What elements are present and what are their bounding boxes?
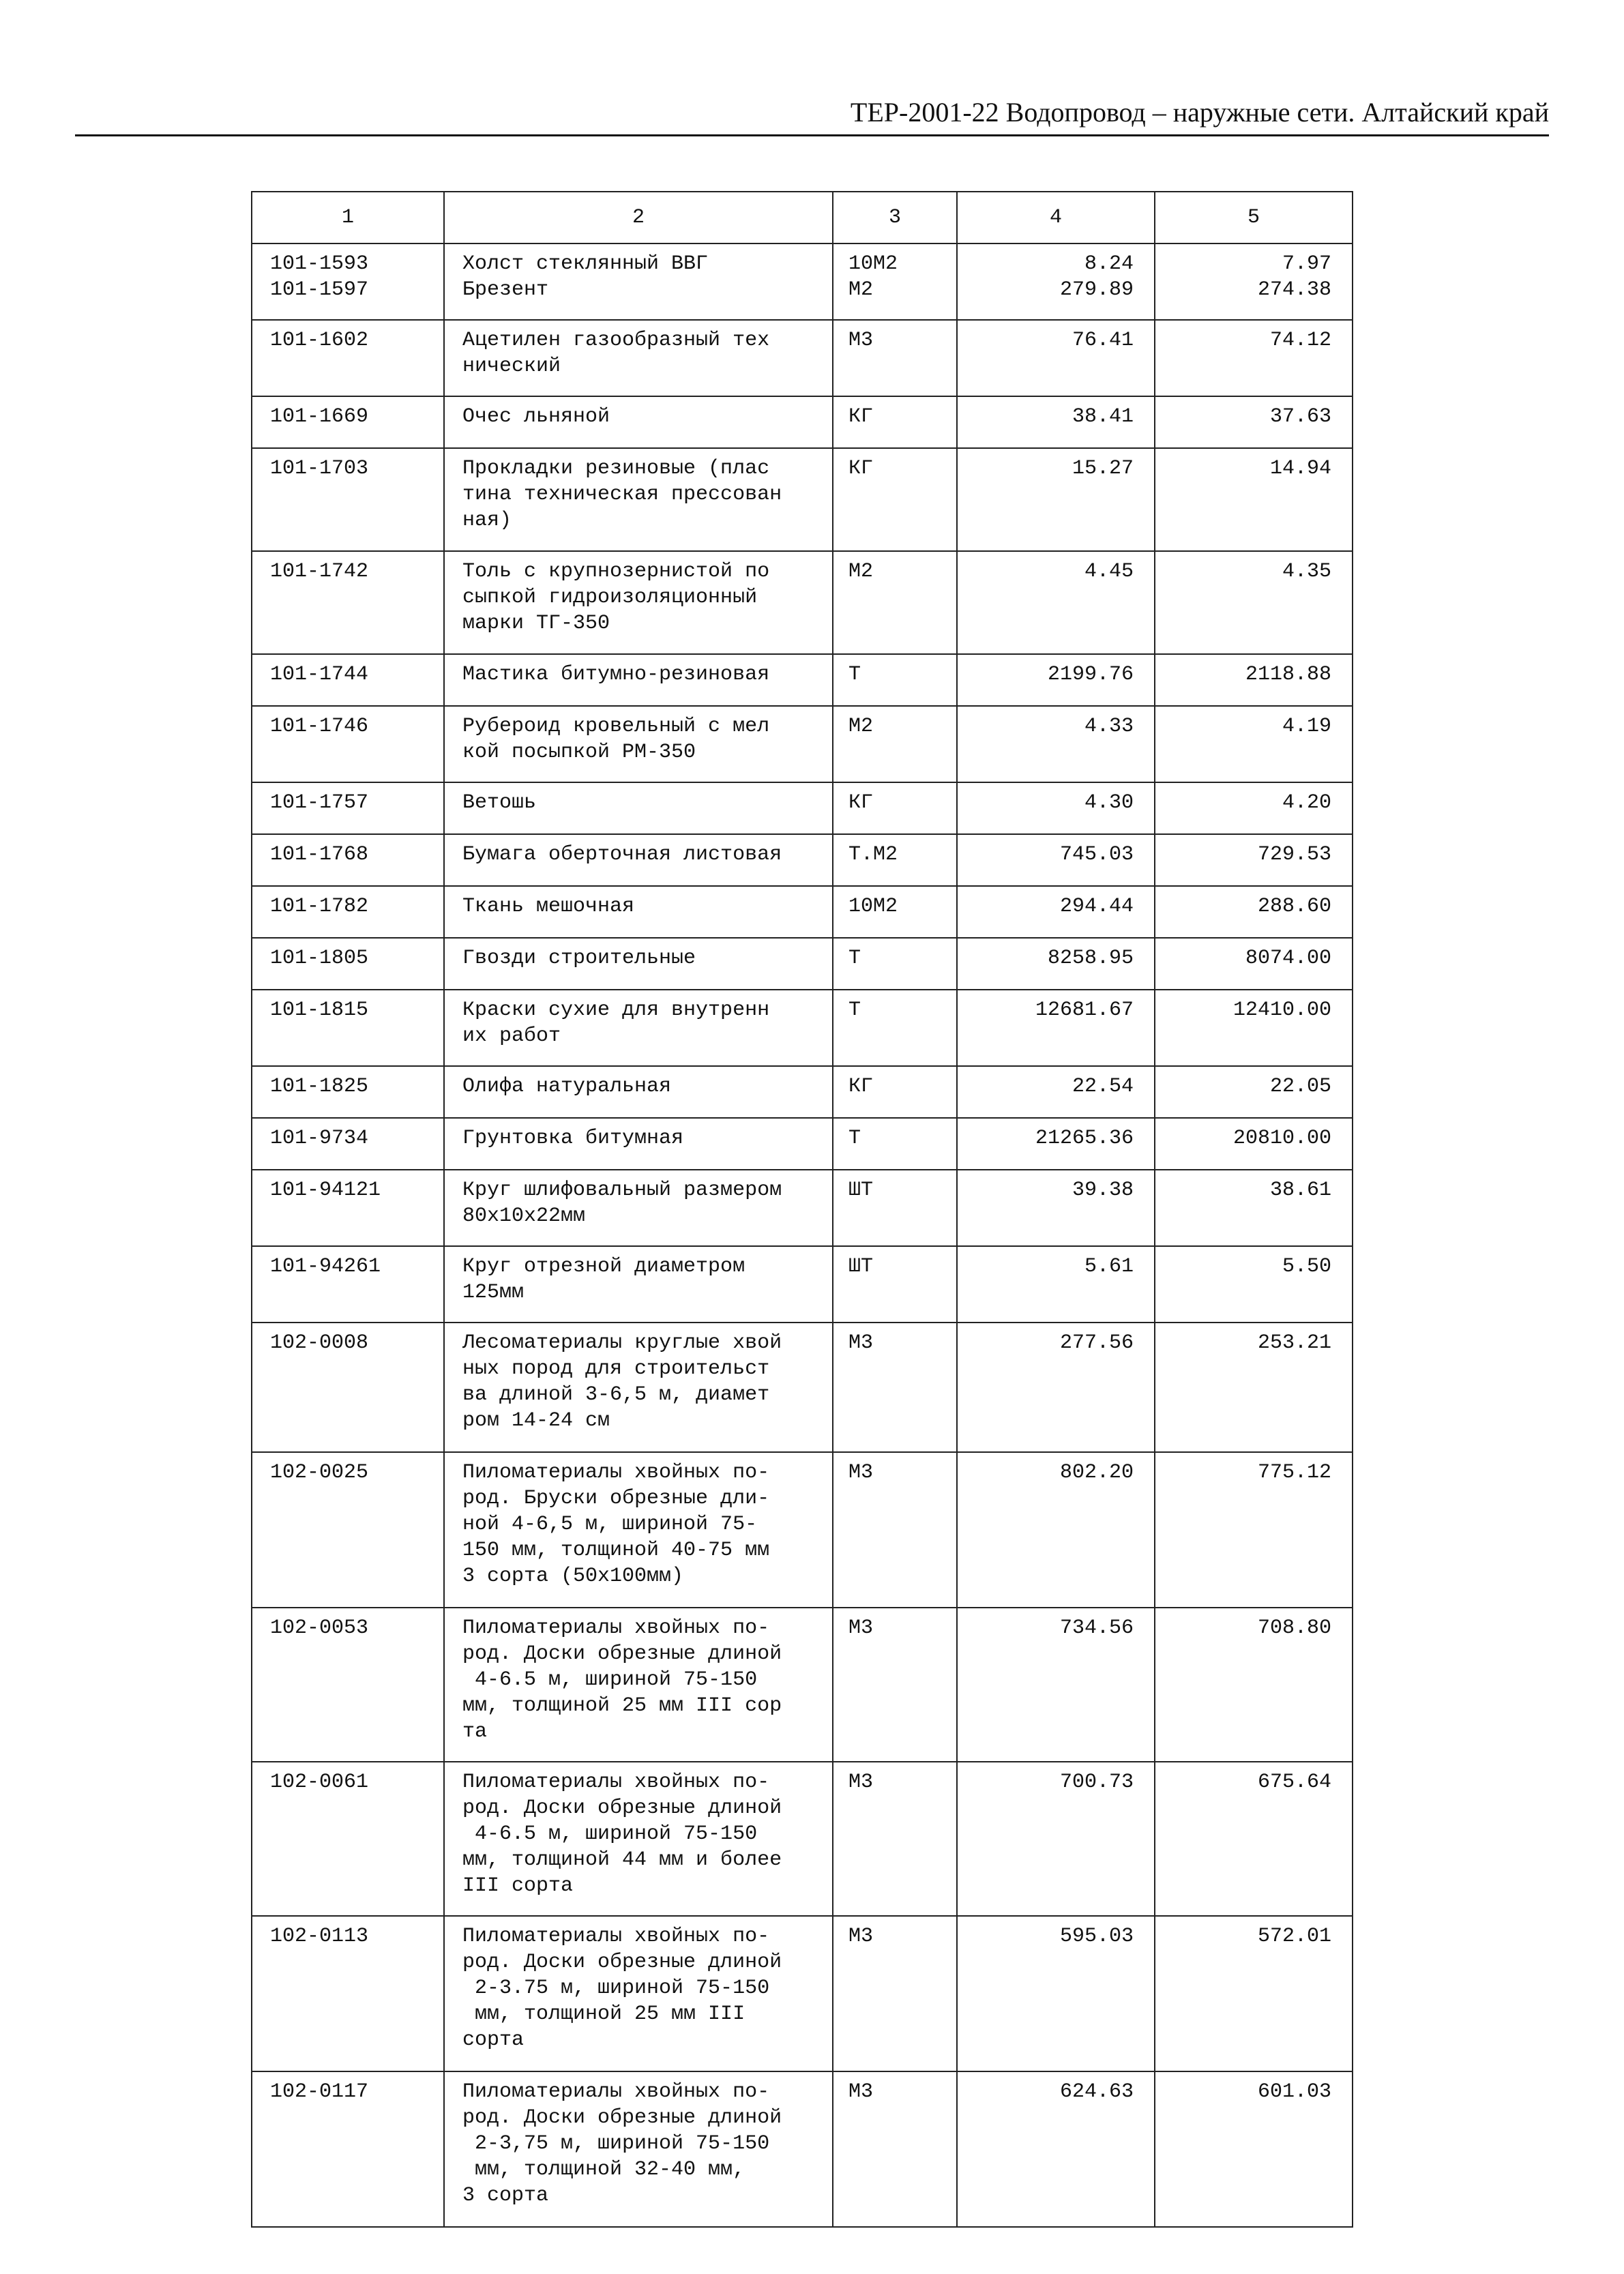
cell-code-line: 101-1744 [270, 663, 369, 686]
cell-price-4-line: 279.89 [1059, 278, 1134, 301]
cell-unit [833, 243, 957, 320]
cell-price-5 [1155, 551, 1353, 654]
cell-name [444, 320, 833, 396]
cell-unit [833, 448, 957, 551]
cell-price-5-line: 74.12 [1269, 329, 1331, 352]
cell-name-line: Бумага оберточная листовая [462, 843, 782, 866]
cell-price-5 [1155, 654, 1353, 706]
cell-code-line: 101-1593 [270, 252, 369, 276]
cell-price-4-line: 745.03 [1059, 843, 1134, 866]
cell-name-line: тина техническая прессован [462, 483, 782, 506]
cell-price-4-line: 15.27 [1072, 457, 1134, 480]
cell-price-5 [1155, 834, 1353, 886]
cell-unit [833, 551, 957, 654]
cell-code-line: 101-1782 [270, 895, 369, 918]
cell-price-4-line: 5.61 [1084, 1255, 1134, 1278]
cell-price-5-line: 572.01 [1257, 1925, 1331, 1948]
cell-unit-line: 10М2 [848, 252, 898, 276]
cell-name-line: Круг шлифовальный размером [462, 1179, 782, 1202]
cell-unit [833, 1608, 957, 1762]
cell-code [252, 1323, 444, 1452]
cell-name-line: Брезент [462, 278, 549, 301]
cell-code-line: 101-1597 [270, 278, 369, 301]
cell-code [252, 1170, 444, 1246]
table-row [252, 1066, 1353, 1118]
cell-code [252, 396, 444, 448]
cell-price-5-line: 7.97 [1282, 252, 1331, 276]
cell-unit-line: М2 [848, 278, 874, 301]
cell-unit [833, 886, 957, 938]
cell-price-5 [1155, 706, 1353, 782]
cell-name-line: мм, толщиной 32-40 мм, [462, 2158, 745, 2181]
cell-code-line: 102-0008 [270, 1331, 369, 1355]
cell-unit-line: Т [848, 663, 861, 686]
cell-price-4 [957, 1246, 1155, 1323]
table-row [252, 396, 1353, 448]
cell-code-line: 101-1757 [270, 791, 369, 814]
cell-price-4-line: 8258.95 [1047, 947, 1134, 970]
cell-unit-line: 10М2 [848, 895, 898, 918]
cell-unit [833, 1762, 957, 1916]
cell-name-line: 125мм [462, 1281, 525, 1304]
cell-price-5 [1155, 1323, 1353, 1452]
cell-name-line: та [462, 1720, 488, 1743]
cell-name-line: Ветошь [462, 791, 537, 814]
cell-name-line: сорта [462, 2028, 525, 2052]
cell-unit [833, 2071, 957, 2227]
cell-name [444, 2071, 833, 2227]
cell-name [444, 886, 833, 938]
cell-price-4-line: 624.63 [1059, 2080, 1134, 2103]
cell-price-5 [1155, 1916, 1353, 2071]
cell-price-5-line: 4.19 [1282, 715, 1331, 738]
cell-price-5-line: 601.03 [1257, 2080, 1331, 2103]
table-row [252, 990, 1353, 1066]
cell-price-5-line: 12410.00 [1232, 999, 1331, 1022]
cell-unit-line: КГ [848, 457, 874, 480]
cell-price-5 [1155, 1452, 1353, 1608]
cell-price-4 [957, 396, 1155, 448]
cell-unit-line: М3 [848, 329, 874, 352]
cell-price-5 [1155, 990, 1353, 1066]
cell-price-4 [957, 551, 1155, 654]
cell-price-5 [1155, 1066, 1353, 1118]
cell-name [444, 654, 833, 706]
cell-name-line: Рубероид кровельный с мел [462, 715, 770, 738]
cell-price-5-line: 4.35 [1282, 560, 1331, 583]
cell-code-line: 101-1602 [270, 329, 369, 352]
cell-code-line: 101-1742 [270, 560, 369, 583]
cell-price-4 [957, 1916, 1155, 2071]
cell-name-line: Олифа натуральная [462, 1075, 672, 1098]
cell-code [252, 706, 444, 782]
cell-code [252, 551, 444, 654]
cell-price-5-line: 4.20 [1282, 791, 1331, 814]
cell-unit-line: Т [848, 1127, 861, 1150]
cell-unit-line: М3 [848, 1461, 874, 1484]
cell-unit-line: М2 [848, 715, 874, 738]
cell-code-line: 101-9734 [270, 1127, 369, 1150]
table-row [252, 1608, 1353, 1762]
cell-name [444, 1762, 833, 1916]
table-row [252, 551, 1353, 654]
cell-price-5-line: 38.61 [1269, 1179, 1331, 1202]
cell-price-5-line: 253.21 [1257, 1331, 1331, 1355]
cell-code-line: 101-1669 [270, 405, 369, 428]
cell-price-5 [1155, 938, 1353, 990]
cell-name-line: род. Доски обрезные длиной [462, 1951, 782, 1974]
cell-name [444, 1246, 833, 1323]
cell-code-line: 101-1746 [270, 715, 369, 738]
table-row [252, 1323, 1353, 1452]
cell-name-line: ная) [462, 509, 512, 532]
table-row [252, 243, 1353, 320]
cell-price-4 [957, 2071, 1155, 2227]
cell-price-5-line: 2118.88 [1245, 663, 1331, 686]
cell-price-4-line: 700.73 [1059, 1771, 1134, 1794]
cell-code [252, 886, 444, 938]
cell-name-line: ных пород для строительст [462, 1357, 770, 1380]
table-row [252, 1762, 1353, 1916]
cell-name-line: Ткань мешочная [462, 895, 635, 918]
cell-name-line: 2-3.75 м, шириной 75-150 [462, 1977, 770, 2000]
cell-code [252, 654, 444, 706]
cell-price-4-line: 2199.76 [1047, 663, 1134, 686]
cell-unit-line: ШТ [848, 1255, 874, 1278]
column-header-row [252, 192, 1353, 243]
cell-name-line: Гвозди строительные [462, 947, 696, 970]
cell-code [252, 243, 444, 320]
table-row [252, 834, 1353, 886]
cell-price-5-line: 14.94 [1269, 457, 1331, 480]
table-row [252, 654, 1353, 706]
cell-name-line: мм, толщиной 25 мм III [462, 2003, 745, 2026]
cell-code-line: 102-0053 [270, 1616, 369, 1640]
cell-unit [833, 706, 957, 782]
cell-price-5 [1155, 782, 1353, 834]
column-header-4: 4 [957, 192, 1155, 243]
cell-name-line: ром 14-24 см [462, 1409, 610, 1432]
cell-unit [833, 990, 957, 1066]
table-row [252, 782, 1353, 834]
cell-name-line: марки ТГ-350 [462, 612, 610, 635]
table-row [252, 1246, 1353, 1323]
cell-code-line: 101-1805 [270, 947, 369, 970]
column-header-3: 3 [833, 192, 957, 243]
cell-code [252, 1916, 444, 2071]
cell-price-5 [1155, 2071, 1353, 2227]
cell-unit [833, 654, 957, 706]
cell-price-4-line: 4.33 [1084, 715, 1134, 738]
cell-unit-line: КГ [848, 1075, 874, 1098]
cell-name [444, 448, 833, 551]
cell-price-4 [957, 448, 1155, 551]
cell-price-5-line: 729.53 [1257, 843, 1331, 866]
cell-name-line: ва длиной 3-6,5 м, диамет [462, 1383, 770, 1406]
cell-name-line: Холст стеклянный ВВГ [462, 252, 709, 276]
cell-price-4 [957, 654, 1155, 706]
cell-code-line: 102-0061 [270, 1771, 369, 1794]
cell-price-5-line: 288.60 [1257, 895, 1331, 918]
cell-unit [833, 938, 957, 990]
column-header-2: 2 [444, 192, 833, 243]
cell-price-5 [1155, 886, 1353, 938]
cell-unit-line: М2 [848, 560, 874, 583]
cell-name-line: Пиломатериалы хвойных по- [462, 1771, 770, 1794]
cell-code [252, 2071, 444, 2227]
cell-code-line: 102-0113 [270, 1925, 369, 1948]
cell-name-line: 3 сорта [462, 2184, 549, 2207]
cell-price-5 [1155, 448, 1353, 551]
cell-name [444, 396, 833, 448]
cell-name-line: 4-6.5 м, шириной 75-150 [462, 1668, 758, 1692]
cell-unit [833, 1118, 957, 1170]
cell-name [444, 1170, 833, 1246]
cell-code-line: 102-0117 [270, 2080, 369, 2103]
cell-price-4-line: 8.24 [1084, 252, 1134, 276]
cell-code [252, 1066, 444, 1118]
cell-unit-line: Т.М2 [848, 843, 898, 866]
cell-name-line: Пиломатериалы хвойных по- [462, 1616, 770, 1640]
cell-code [252, 1452, 444, 1608]
page-header: ТЕР-2001-22 Водопровод – наружные сети. Алтайский край [75, 92, 1549, 136]
cell-name [444, 551, 833, 654]
cell-price-4-line: 22.54 [1072, 1075, 1134, 1098]
cell-name [444, 1323, 833, 1452]
cell-price-5-line: 20810.00 [1232, 1127, 1331, 1150]
table-row [252, 2071, 1353, 2227]
cell-name [444, 990, 833, 1066]
cell-name-line: род. Бруски обрезные дли- [462, 1487, 770, 1510]
table-row [252, 320, 1353, 396]
cell-name-line: 150 мм, толщиной 40-75 мм [462, 1539, 770, 1562]
cell-name-line: Прокладки резиновые (плас [462, 457, 770, 480]
cell-code-line: 101-1825 [270, 1075, 369, 1098]
cell-price-4 [957, 243, 1155, 320]
cell-name [444, 1608, 833, 1762]
cell-code-line: 101-1815 [270, 999, 369, 1022]
cell-name-line: кой посыпкой РМ-350 [462, 741, 696, 764]
cell-price-4-line: 4.30 [1084, 791, 1134, 814]
table-row [252, 886, 1353, 938]
cell-price-5-line: 8074.00 [1245, 947, 1331, 970]
cell-unit [833, 1452, 957, 1608]
cell-code-line: 101-1768 [270, 843, 369, 866]
cell-name-line: 80x10x22мм [462, 1205, 586, 1228]
cell-name-line: III сорта [462, 1874, 574, 1898]
table-body [252, 243, 1353, 2227]
cell-name-line: сыпкой гидроизоляционный [462, 586, 758, 609]
cell-unit-line: КГ [848, 791, 874, 814]
cell-name-line: ной 4-6,5 м, шириной 75- [462, 1513, 758, 1536]
cell-price-5-line: 5.50 [1282, 1255, 1331, 1278]
cell-name-line: Пиломатериалы хвойных по- [462, 2080, 770, 2103]
cell-name-line: их работ [462, 1024, 561, 1048]
cell-name-line: мм, толщиной 44 мм и более [462, 1848, 782, 1872]
cell-price-4-line: 294.44 [1059, 895, 1134, 918]
table-row [252, 706, 1353, 782]
cell-unit [833, 396, 957, 448]
cell-price-5 [1155, 243, 1353, 320]
cell-unit [833, 834, 957, 886]
cell-code-line: 101-1703 [270, 457, 369, 480]
cell-price-5 [1155, 1170, 1353, 1246]
cell-price-4 [957, 1608, 1155, 1762]
cell-code [252, 938, 444, 990]
cell-unit-line: М3 [848, 1331, 874, 1355]
table-row [252, 1118, 1353, 1170]
column-header-1: 1 [252, 192, 444, 243]
cell-unit [833, 1916, 957, 2071]
table-row [252, 448, 1353, 551]
cell-name-line: род. Доски обрезные длиной [462, 1642, 782, 1666]
cell-name-line: Мастика битумно-резиновая [462, 663, 770, 686]
cell-price-4 [957, 1762, 1155, 1916]
cell-price-5 [1155, 1608, 1353, 1762]
cell-unit [833, 1170, 957, 1246]
table-row [252, 1170, 1353, 1246]
cell-price-5 [1155, 1118, 1353, 1170]
cell-price-4-line: 38.41 [1072, 405, 1134, 428]
price-table [251, 191, 1353, 2228]
cell-price-4 [957, 1452, 1155, 1608]
cell-price-4 [957, 782, 1155, 834]
cell-unit-line: М3 [848, 1925, 874, 1948]
cell-price-5-line: 274.38 [1257, 278, 1331, 301]
cell-unit-line: КГ [848, 405, 874, 428]
cell-code [252, 1608, 444, 1762]
cell-price-4-line: 21265.36 [1035, 1127, 1134, 1150]
cell-name [444, 1452, 833, 1608]
cell-code [252, 1762, 444, 1916]
cell-name-line: Лесоматериалы круглые хвой [462, 1331, 782, 1355]
cell-unit [833, 1323, 957, 1452]
column-header-5: 5 [1155, 192, 1353, 243]
cell-price-4 [957, 1170, 1155, 1246]
cell-name-line: Ацетилен газообразный тех [462, 329, 770, 352]
cell-unit [833, 1246, 957, 1323]
cell-price-5-line: 775.12 [1257, 1461, 1331, 1484]
cell-price-4-line: 734.56 [1059, 1616, 1134, 1640]
cell-price-5 [1155, 320, 1353, 396]
table-row [252, 1916, 1353, 2071]
cell-code-line: 101-94121 [270, 1179, 381, 1202]
table-row [252, 938, 1353, 990]
cell-name-line: 2-3,75 м, шириной 75-150 [462, 2132, 770, 2155]
cell-price-4-line: 595.03 [1059, 1925, 1134, 1948]
cell-unit-line: М3 [848, 2080, 874, 2103]
cell-name-line: 4-6.5 м, шириной 75-150 [462, 1822, 758, 1846]
cell-code-line: 102-0025 [270, 1461, 369, 1484]
cell-name-line: род. Доски обрезные длиной [462, 2106, 782, 2129]
cell-price-5-line: 37.63 [1269, 405, 1331, 428]
cell-name-line: мм, толщиной 25 мм III сор [462, 1694, 782, 1717]
cell-price-4-line: 76.41 [1072, 329, 1134, 352]
cell-code [252, 990, 444, 1066]
cell-price-4 [957, 1118, 1155, 1170]
cell-price-5 [1155, 1246, 1353, 1323]
cell-name-line: Пиломатериалы хвойных по- [462, 1925, 770, 1948]
cell-unit-line: ШТ [848, 1179, 874, 1202]
cell-name [444, 782, 833, 834]
cell-name-line: Грунтовка битумная [462, 1127, 684, 1150]
cell-name [444, 243, 833, 320]
cell-price-4-line: 4.45 [1084, 560, 1134, 583]
cell-price-4 [957, 990, 1155, 1066]
cell-code [252, 1118, 444, 1170]
cell-name [444, 706, 833, 782]
cell-code [252, 834, 444, 886]
cell-name-line: нический [462, 355, 561, 378]
cell-name-line: 3 сорта (50x100мм) [462, 1565, 684, 1588]
table-row [252, 1452, 1353, 1608]
cell-name [444, 1916, 833, 2071]
cell-price-4 [957, 1323, 1155, 1452]
cell-unit-line: М3 [848, 1616, 874, 1640]
cell-unit-line: Т [848, 947, 861, 970]
cell-price-5-line: 675.64 [1257, 1771, 1331, 1794]
cell-unit [833, 1066, 957, 1118]
cell-name [444, 834, 833, 886]
cell-unit-line: Т [848, 999, 861, 1022]
cell-code [252, 782, 444, 834]
cell-unit-line: М3 [848, 1771, 874, 1794]
cell-code [252, 1246, 444, 1323]
cell-name [444, 1066, 833, 1118]
cell-code [252, 320, 444, 396]
cell-name [444, 1118, 833, 1170]
cell-price-5-line: 708.80 [1257, 1616, 1331, 1640]
cell-name-line: Краски сухие для внутренн [462, 999, 770, 1022]
cell-price-4-line: 39.38 [1072, 1179, 1134, 1202]
cell-price-5-line: 22.05 [1269, 1075, 1331, 1098]
cell-name-line: род. Доски обрезные длиной [462, 1797, 782, 1820]
cell-price-5 [1155, 396, 1353, 448]
cell-name-line: Толь с крупнозернистой по [462, 560, 770, 583]
cell-price-4 [957, 886, 1155, 938]
cell-price-4 [957, 706, 1155, 782]
cell-price-4 [957, 320, 1155, 396]
cell-price-4 [957, 1066, 1155, 1118]
cell-code-line: 101-94261 [270, 1255, 381, 1278]
cell-name-line: Круг отрезной диаметром [462, 1255, 745, 1278]
cell-name-line: Пиломатериалы хвойных по- [462, 1461, 770, 1484]
cell-price-5 [1155, 1762, 1353, 1916]
cell-price-4-line: 277.56 [1059, 1331, 1134, 1355]
cell-price-4-line: 802.20 [1059, 1461, 1134, 1484]
price-table-container [251, 191, 1352, 2228]
cell-name-line: Очес льняной [462, 405, 610, 428]
cell-price-4-line: 12681.67 [1035, 999, 1134, 1022]
cell-price-4 [957, 938, 1155, 990]
cell-name [444, 938, 833, 990]
cell-unit [833, 320, 957, 396]
cell-code [252, 448, 444, 551]
cell-unit [833, 782, 957, 834]
cell-price-4 [957, 834, 1155, 886]
